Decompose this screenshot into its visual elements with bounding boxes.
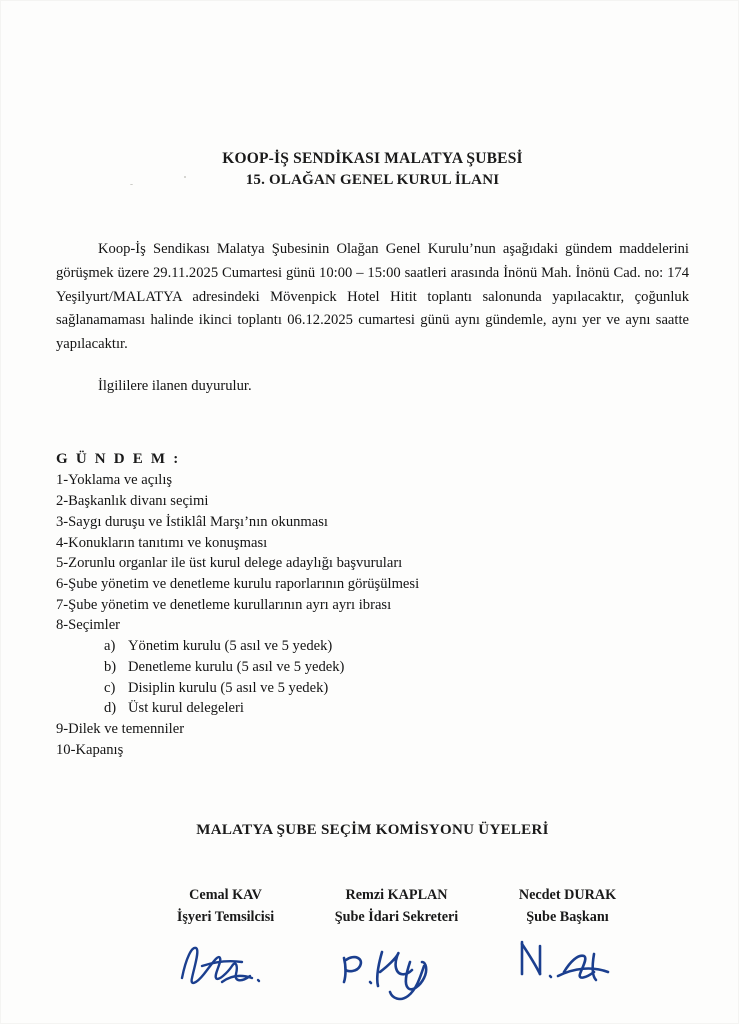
signer-name: Cemal KAV [189, 887, 262, 904]
notice-paragraph: İlgililere ilanen duyurulur. [98, 378, 252, 395]
agenda-sub-label: d) [104, 700, 117, 717]
agenda-sub-label: c) [104, 679, 116, 696]
agenda-sub-item [104, 698, 689, 719]
signer-role: İşyeri Temsilcisi [176, 908, 275, 925]
agenda-sub-list [104, 636, 689, 719]
signer-1 [140, 885, 311, 1006]
agenda-section [56, 451, 689, 760]
agenda-list [56, 470, 689, 636]
committee-title: MALATYA ŞUBE SEÇİM KOMİSYONU ÜYELERİ [196, 822, 549, 839]
agenda-item: 10-Kapanış [56, 741, 124, 758]
agenda-item: 8-Seçimler [56, 617, 121, 634]
signer-2 [311, 885, 482, 1006]
signature-mark-1 [140, 932, 311, 1006]
agenda-item: 2-Başkanlık divanı seçimi [56, 493, 209, 510]
signer-role: Şube Başkanı [526, 908, 609, 925]
agenda-item: 4-Konukların tanıtımı ve konuşması [56, 534, 268, 551]
title-line-2: 15. OLAĞAN GENEL KURUL İLANI [245, 172, 500, 189]
signature-mark-2 [311, 932, 482, 1006]
agenda-item: 1-Yoklama ve açılış [56, 472, 173, 489]
agenda-sub-text: Disiplin kurulu (5 asıl ve 5 yedek) [128, 679, 329, 696]
agenda-item: 9-Dilek ve temenniler [56, 721, 185, 738]
agenda-list-continued [56, 719, 689, 760]
signer-name: Remzi KAPLAN [345, 887, 448, 904]
agenda-item: 5-Zorunlu organlar ile üst kurul delege adaylığı başvuruları [56, 555, 403, 572]
signer-role: Şube İdari Sekreteri [334, 908, 459, 925]
agenda-item: 6-Şube yönetim ve denetleme kurulu raporlarının görüşülmesi [56, 576, 420, 593]
title-line-1: KOOP-İŞ SENDİKASI MALATYA ŞUBESİ [222, 150, 523, 167]
agenda-sub-label: a) [104, 638, 116, 655]
agenda-item: 7-Şube yönetim ve denetleme kurullarının ayrı ayrı ibrası [56, 596, 392, 613]
agenda-sub-text: Yönetim kurulu (5 asıl ve 5 yedek) [128, 638, 333, 655]
body-paragraph: Koop-İş Sendikası Malatya Şubesinin Olağan Genel Kurulu’nun aşağıdaki gündem maddelerini görüşmek üzere 29.11.2025 Cumartesi günü 10:00 – 15:00 saatleri arasında İnönü Mah. İnönü Cad. no: 174 Yeşilyurt/MALATYA adresindeki Mövenpick Hotel Hitit toplantı salonunda yapılacaktır, çoğunluk sağlanamaması halinde ikinci toplantı 06.12.2025 cumartesi günü aynı gündemle, aynı yer ve aynı saatte yapılacaktır. [56, 241, 689, 352]
agenda-heading: G Ü N D E M : [56, 451, 181, 468]
signer-name: Necdet DURAK [518, 887, 617, 904]
agenda-sub-label: b) [104, 658, 117, 675]
document-title [56, 148, 689, 192]
signature-mark-3 [482, 932, 653, 1006]
signer-3 [482, 885, 653, 1006]
agenda-sub-item [104, 678, 689, 699]
agenda-sub-item [104, 636, 689, 657]
agenda-sub-text: Üst kurul delegeleri [128, 700, 244, 717]
agenda-item: 3-Saygı duruşu ve İstiklâl Marşı’nın okunması [56, 513, 328, 530]
signature-block [56, 885, 689, 1006]
agenda-sub-text: Denetleme kurulu (5 asıl ve 5 yedek) [128, 658, 345, 675]
agenda-sub-item [104, 657, 689, 678]
document-content [56, 148, 689, 1006]
